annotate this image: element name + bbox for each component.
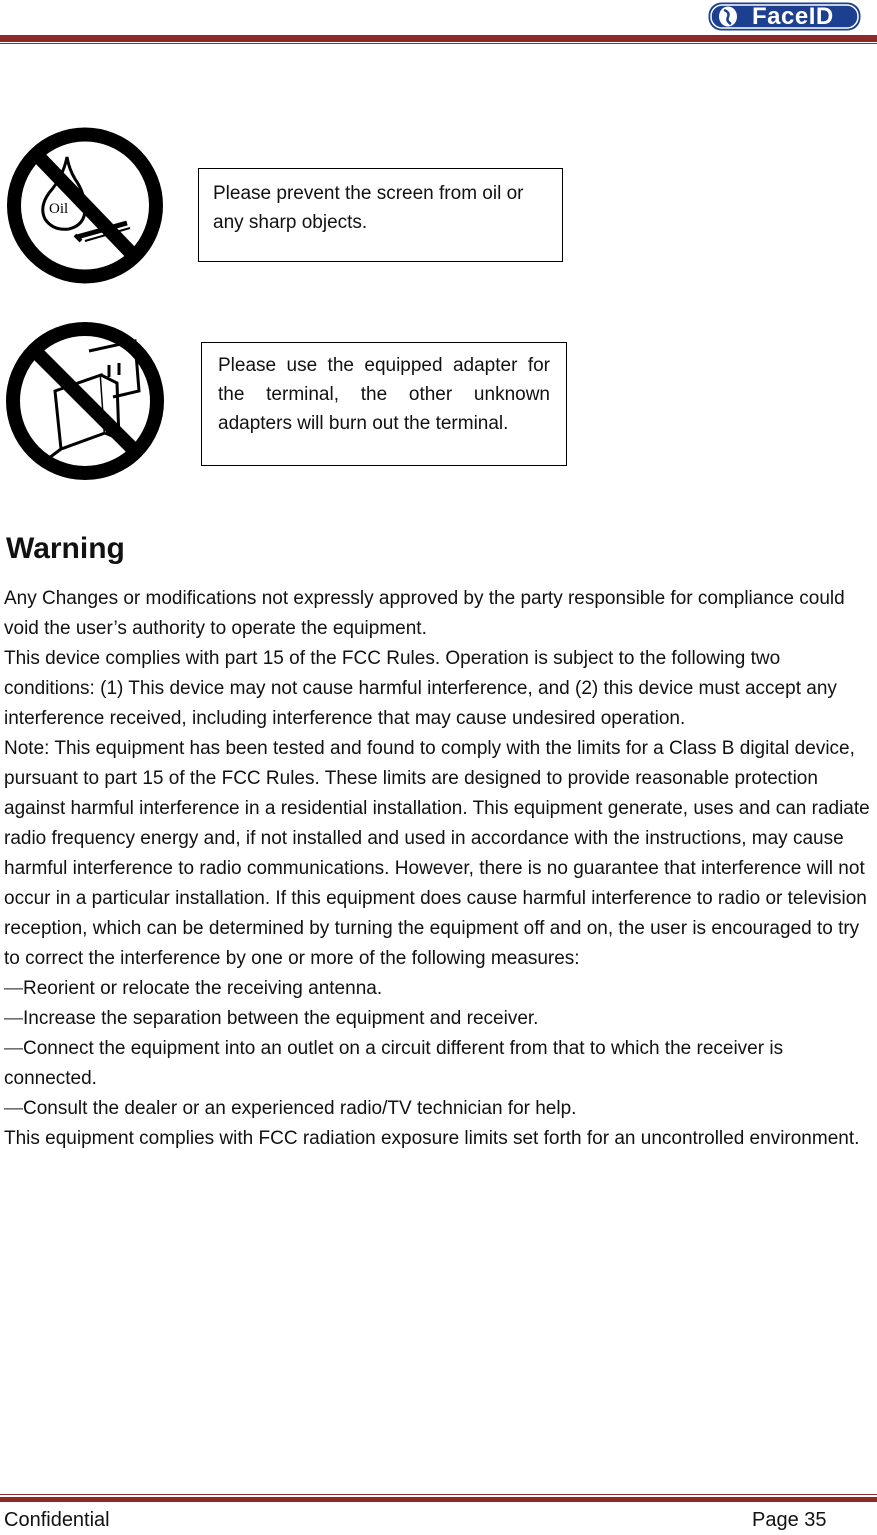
svg-text:Oil: Oil: [49, 201, 69, 217]
measure-item: [4, 1094, 874, 1124]
dash-bullet: —: [4, 1038, 23, 1059]
dash-bullet: —: [4, 1008, 23, 1029]
measure-text: Consult the dealer or an experienced radio/TV technician for help.: [23, 1098, 577, 1119]
logo-text: FaceID: [752, 3, 834, 30]
paragraph: Any Changes or modifications not expressly approved by the party responsible for compliance could void the user’s authority to operate the equipment.: [4, 588, 845, 639]
footer-rule: [0, 1497, 877, 1502]
paragraph: Note: This equipment has been tested and found to comply with the limits for a Class B digital device, pursuant to part 15 of the FCC Rules. These limits are designed to provide reasonable protection against harmful interference in a residential installation. This equipment generate, uses and can radiate radio frequency energy and, if not installed and used in accordance with the instructions, may cause harmful interference to radio communications. However, there is no guarantee that interference will not occur in a particular installation. If this equipment does cause harmful interference to radio or television reception, which can be determined by turning the equipment off and on, the user is encouraged to try to correct the interference by one or more of the following measures:: [4, 738, 870, 969]
measure-text: Increase the separation between the equipment and receiver.: [23, 1008, 539, 1029]
header-rule: [0, 35, 877, 42]
notice-text: Please prevent the screen from oil or any sharp objects.: [213, 183, 524, 233]
dash-bullet: —: [4, 1098, 23, 1119]
dash-bullet: —: [4, 978, 23, 999]
measure-text: Reorient or relocate the receiving antenna.: [23, 978, 383, 999]
notice-text: Please use the equipped adapter for the terminal, the other unknown adapters will burn out the terminal.: [218, 355, 550, 434]
notice-oil-sharp-objects: [198, 168, 563, 262]
warning-heading: Warning: [6, 532, 125, 565]
measure-item: [4, 1034, 874, 1094]
measure-item: [4, 1004, 874, 1034]
no-oil-sharp-objects-icon: [5, 127, 165, 284]
paragraph: This device complies with part 15 of the FCC Rules. Operation is subject to the following two conditions: (1) This device may not cause harmful interference, and (2) this device must accept any interference received, including interference that may cause undesired operation.: [4, 648, 837, 729]
no-unknown-adapter-icon: [5, 321, 165, 481]
paragraph: This equipment complies with FCC radiation exposure limits set forth for an uncontrolled environment.: [4, 1128, 860, 1149]
faceid-logo: [708, 2, 861, 31]
footer-confidential: Confidential: [4, 1509, 110, 1531]
warning-body: [4, 584, 874, 1154]
measure-text: Connect the equipment into an outlet on a circuit different from that to which the receiver is connected.: [4, 1038, 784, 1089]
measure-item: [4, 974, 874, 1004]
notice-adapter: [201, 342, 567, 466]
footer-page-number: Page 35: [752, 1509, 827, 1531]
